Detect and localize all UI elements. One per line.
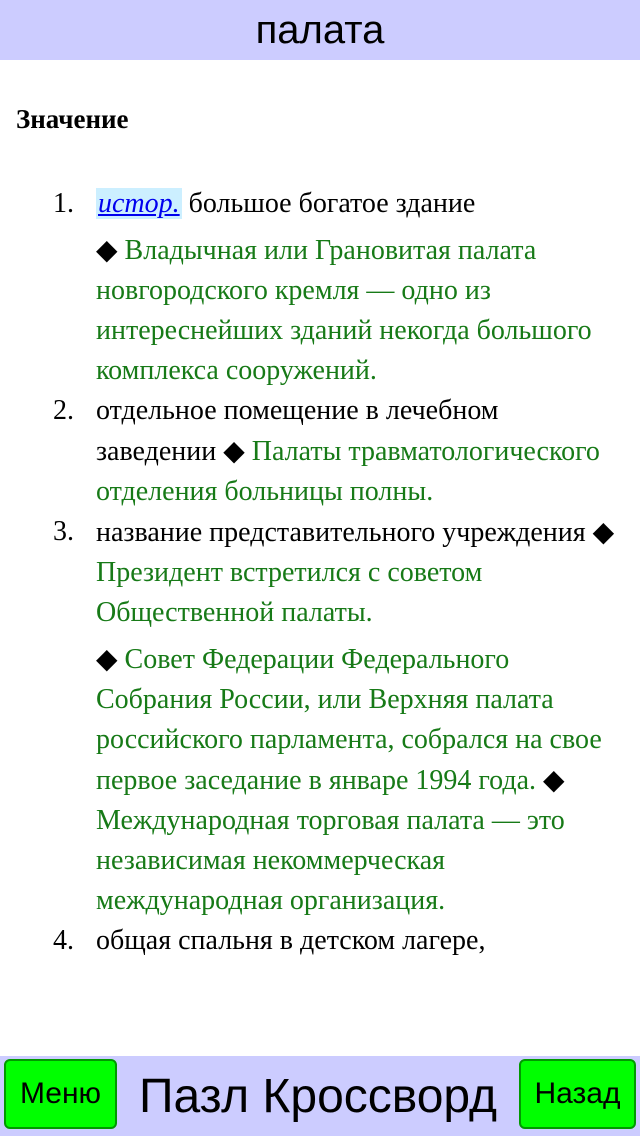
example-text: Международная торговая палата — это независимая некоммерческая международная организация.: [96, 805, 565, 916]
example-text: Палаты травматологического отделения больницы полны.: [96, 436, 600, 507]
section-title: Значение: [16, 104, 129, 134]
back-button[interactable]: Назад: [519, 1059, 636, 1129]
meaning-definition: название представительного учреждения: [96, 517, 586, 548]
diamond-icon: ◆: [223, 434, 245, 467]
diamond-icon: ◆: [592, 515, 615, 548]
definition-content[interactable]: [0, 60, 640, 1056]
menu-button[interactable]: Меню: [4, 1059, 117, 1129]
meaning-definition: большое богатое здание: [188, 188, 476, 219]
meaning-number: 3.: [53, 516, 74, 547]
example-text: Президент встретился с советом Общественной палаты.: [96, 557, 483, 628]
app-title: Пазл Кроссворд: [138, 1069, 498, 1123]
word-title-bar: [0, 0, 640, 60]
example-text: Совет Федерации Федерального Собрания России, или Верхняя палата российского парламента, собрался на свое первое заседание в январе 1994 года.: [96, 644, 602, 796]
meaning-item-3: [53, 512, 616, 921]
meaning-item-4: [53, 921, 616, 961]
diamond-icon: ◆: [96, 642, 118, 675]
meaning-number: 4.: [53, 925, 74, 956]
meaning-number: 1.: [53, 188, 74, 219]
word-title: палата: [255, 7, 385, 52]
meanings-list: [0, 184, 616, 961]
bottom-toolbar: [0, 1056, 640, 1136]
example-text: Владычная или Грановитая палата новгородского кремля — одно из интереснейших зданий некогда большого комплекса сооружений.: [96, 235, 592, 386]
meaning-number: 2.: [53, 395, 74, 426]
meaning-item-2: [53, 391, 616, 512]
meaning-definition: отдельное помещение в лечебном заведении: [96, 395, 499, 467]
meaning-item-1: [53, 184, 616, 391]
diamond-icon: ◆: [96, 233, 118, 266]
meaning-definition: общая спальня в детском лагере,: [96, 925, 486, 956]
usage-tag-link[interactable]: истор.: [98, 188, 180, 219]
diamond-icon: ◆: [543, 763, 565, 796]
